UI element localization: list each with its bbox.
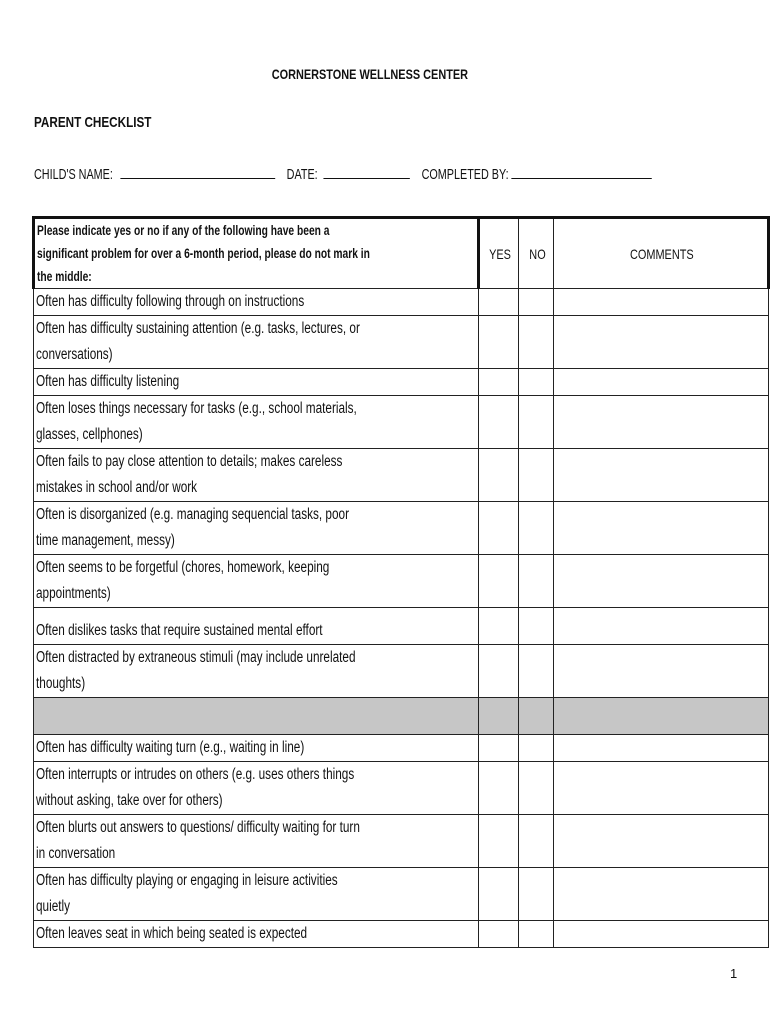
table-row bbox=[34, 502, 769, 555]
yes-cell[interactable] bbox=[479, 369, 519, 396]
page-title: CORNERSTONE WELLNESS CENTER bbox=[271, 66, 469, 82]
no-cell[interactable] bbox=[518, 289, 554, 316]
table-header-row bbox=[34, 218, 769, 289]
page-number: 1 bbox=[730, 966, 738, 981]
comments-cell[interactable] bbox=[554, 369, 769, 396]
completed-by-label: COMPLETED BY: bbox=[421, 166, 509, 183]
item-text-cell bbox=[34, 868, 479, 921]
comments-cell[interactable] bbox=[554, 645, 769, 698]
no-cell[interactable] bbox=[518, 735, 554, 762]
no-cell[interactable] bbox=[518, 698, 554, 735]
form-fields bbox=[34, 166, 770, 183]
item-text: Often has difficulty playing or engaging in leisure activities quietly bbox=[36, 872, 338, 915]
comments-cell[interactable] bbox=[554, 698, 769, 735]
no-cell[interactable] bbox=[518, 502, 554, 555]
table-row bbox=[34, 921, 769, 948]
no-cell[interactable] bbox=[518, 815, 554, 868]
table-row bbox=[34, 762, 769, 815]
item-text-cell bbox=[34, 815, 479, 868]
yes-column-header: YES bbox=[479, 218, 519, 289]
item-text: Often is disorganized (e.g. managing sequencial tasks, poor time management, messy) bbox=[36, 506, 350, 549]
child-name-label: CHILD'S NAME: bbox=[34, 166, 113, 183]
table-row bbox=[34, 735, 769, 762]
yes-cell[interactable] bbox=[479, 815, 519, 868]
comments-cell[interactable] bbox=[554, 396, 769, 449]
yes-cell[interactable] bbox=[479, 449, 519, 502]
item-text-cell bbox=[34, 289, 479, 316]
item-text: Often has difficulty sustaining attention (e.g. tasks, lectures, or conversations) bbox=[36, 320, 360, 363]
item-text: Often has difficulty waiting turn (e.g., waiting in line) bbox=[36, 739, 305, 756]
table-row bbox=[34, 396, 769, 449]
table-row bbox=[34, 645, 769, 698]
item-text: Often has difficulty following through on instructions bbox=[36, 293, 305, 310]
instruction-cell: Please indicate yes or no if any of the following have been a significant problem for over a 6-month period, please do not mark in the middle: bbox=[34, 218, 479, 289]
comments-cell[interactable] bbox=[554, 762, 769, 815]
no-cell[interactable] bbox=[518, 316, 554, 369]
comments-cell[interactable] bbox=[554, 815, 769, 868]
item-text: Often has difficulty listening bbox=[36, 373, 180, 390]
no-cell[interactable] bbox=[518, 555, 554, 608]
yes-cell[interactable] bbox=[479, 396, 519, 449]
item-text: Often loses things necessary for tasks (e.g., school materials, glasses, cellphones) bbox=[36, 400, 357, 443]
separator-row bbox=[34, 698, 769, 735]
child-name-field[interactable] bbox=[120, 166, 275, 179]
date-field[interactable] bbox=[324, 166, 410, 179]
item-text-cell bbox=[34, 645, 479, 698]
yes-cell[interactable] bbox=[479, 316, 519, 369]
date-label: DATE: bbox=[286, 166, 318, 183]
item-text bbox=[36, 698, 370, 708]
completed-by-field[interactable] bbox=[512, 166, 652, 179]
item-text-cell bbox=[34, 762, 479, 815]
item-text-cell bbox=[34, 449, 479, 502]
table-row bbox=[34, 449, 769, 502]
item-text-cell bbox=[34, 608, 479, 645]
no-cell[interactable] bbox=[518, 921, 554, 948]
checklist-table bbox=[32, 216, 770, 948]
comments-cell[interactable] bbox=[554, 608, 769, 645]
item-text-cell bbox=[34, 555, 479, 608]
item-text: Often leaves seat in which being seated is expected bbox=[36, 925, 308, 942]
no-cell[interactable] bbox=[518, 608, 554, 645]
item-text: Often dislikes tasks that require sustained mental effort bbox=[36, 622, 323, 639]
table-row bbox=[34, 316, 769, 369]
no-cell[interactable] bbox=[518, 762, 554, 815]
no-cell[interactable] bbox=[518, 396, 554, 449]
item-text-cell bbox=[34, 698, 479, 735]
comments-cell[interactable] bbox=[554, 316, 769, 369]
yes-cell[interactable] bbox=[479, 735, 519, 762]
yes-cell[interactable] bbox=[479, 921, 519, 948]
no-cell[interactable] bbox=[518, 449, 554, 502]
yes-cell[interactable] bbox=[479, 555, 519, 608]
item-text-cell bbox=[34, 921, 479, 948]
table-row bbox=[34, 555, 769, 608]
yes-cell[interactable] bbox=[479, 762, 519, 815]
table-row bbox=[34, 369, 769, 396]
yes-cell[interactable] bbox=[479, 698, 519, 735]
comments-cell[interactable] bbox=[554, 555, 769, 608]
item-text: Often blurts out answers to questions/ difficulty waiting for turn in conversation bbox=[36, 819, 360, 862]
yes-cell[interactable] bbox=[479, 289, 519, 316]
comments-cell[interactable] bbox=[554, 502, 769, 555]
yes-cell[interactable] bbox=[479, 868, 519, 921]
item-text-cell bbox=[34, 396, 479, 449]
checklist-heading: PARENT CHECKLIST bbox=[34, 114, 152, 131]
table-row bbox=[34, 608, 769, 645]
comments-cell[interactable] bbox=[554, 921, 769, 948]
table-row bbox=[34, 868, 769, 921]
item-text: Often interrupts or intrudes on others (e.g. uses others things without asking, take over for others) bbox=[36, 766, 355, 809]
table-row bbox=[34, 815, 769, 868]
no-cell[interactable] bbox=[518, 645, 554, 698]
yes-cell[interactable] bbox=[479, 645, 519, 698]
comments-cell[interactable] bbox=[554, 449, 769, 502]
item-text-cell bbox=[34, 502, 479, 555]
item-text: Often distracted by extraneous stimuli (may include unrelated thoughts) bbox=[36, 649, 356, 692]
item-text-cell bbox=[34, 369, 479, 396]
item-text: Often fails to pay close attention to details; makes careless mistakes in school and/or work bbox=[36, 453, 343, 496]
table-row bbox=[34, 289, 769, 316]
yes-cell[interactable] bbox=[479, 502, 519, 555]
item-text-cell bbox=[34, 316, 479, 369]
comments-cell[interactable] bbox=[554, 868, 769, 921]
no-cell[interactable] bbox=[518, 369, 554, 396]
comments-cell[interactable] bbox=[554, 289, 769, 316]
item-text-cell bbox=[34, 735, 479, 762]
item-text: Often seems to be forgetful (chores, homework, keeping appointments) bbox=[36, 559, 330, 602]
comments-column-header: COMMENTS bbox=[554, 218, 769, 289]
yes-cell[interactable] bbox=[479, 608, 519, 645]
comments-cell[interactable] bbox=[554, 735, 769, 762]
no-cell[interactable] bbox=[518, 868, 554, 921]
no-column-header: NO bbox=[518, 218, 554, 289]
